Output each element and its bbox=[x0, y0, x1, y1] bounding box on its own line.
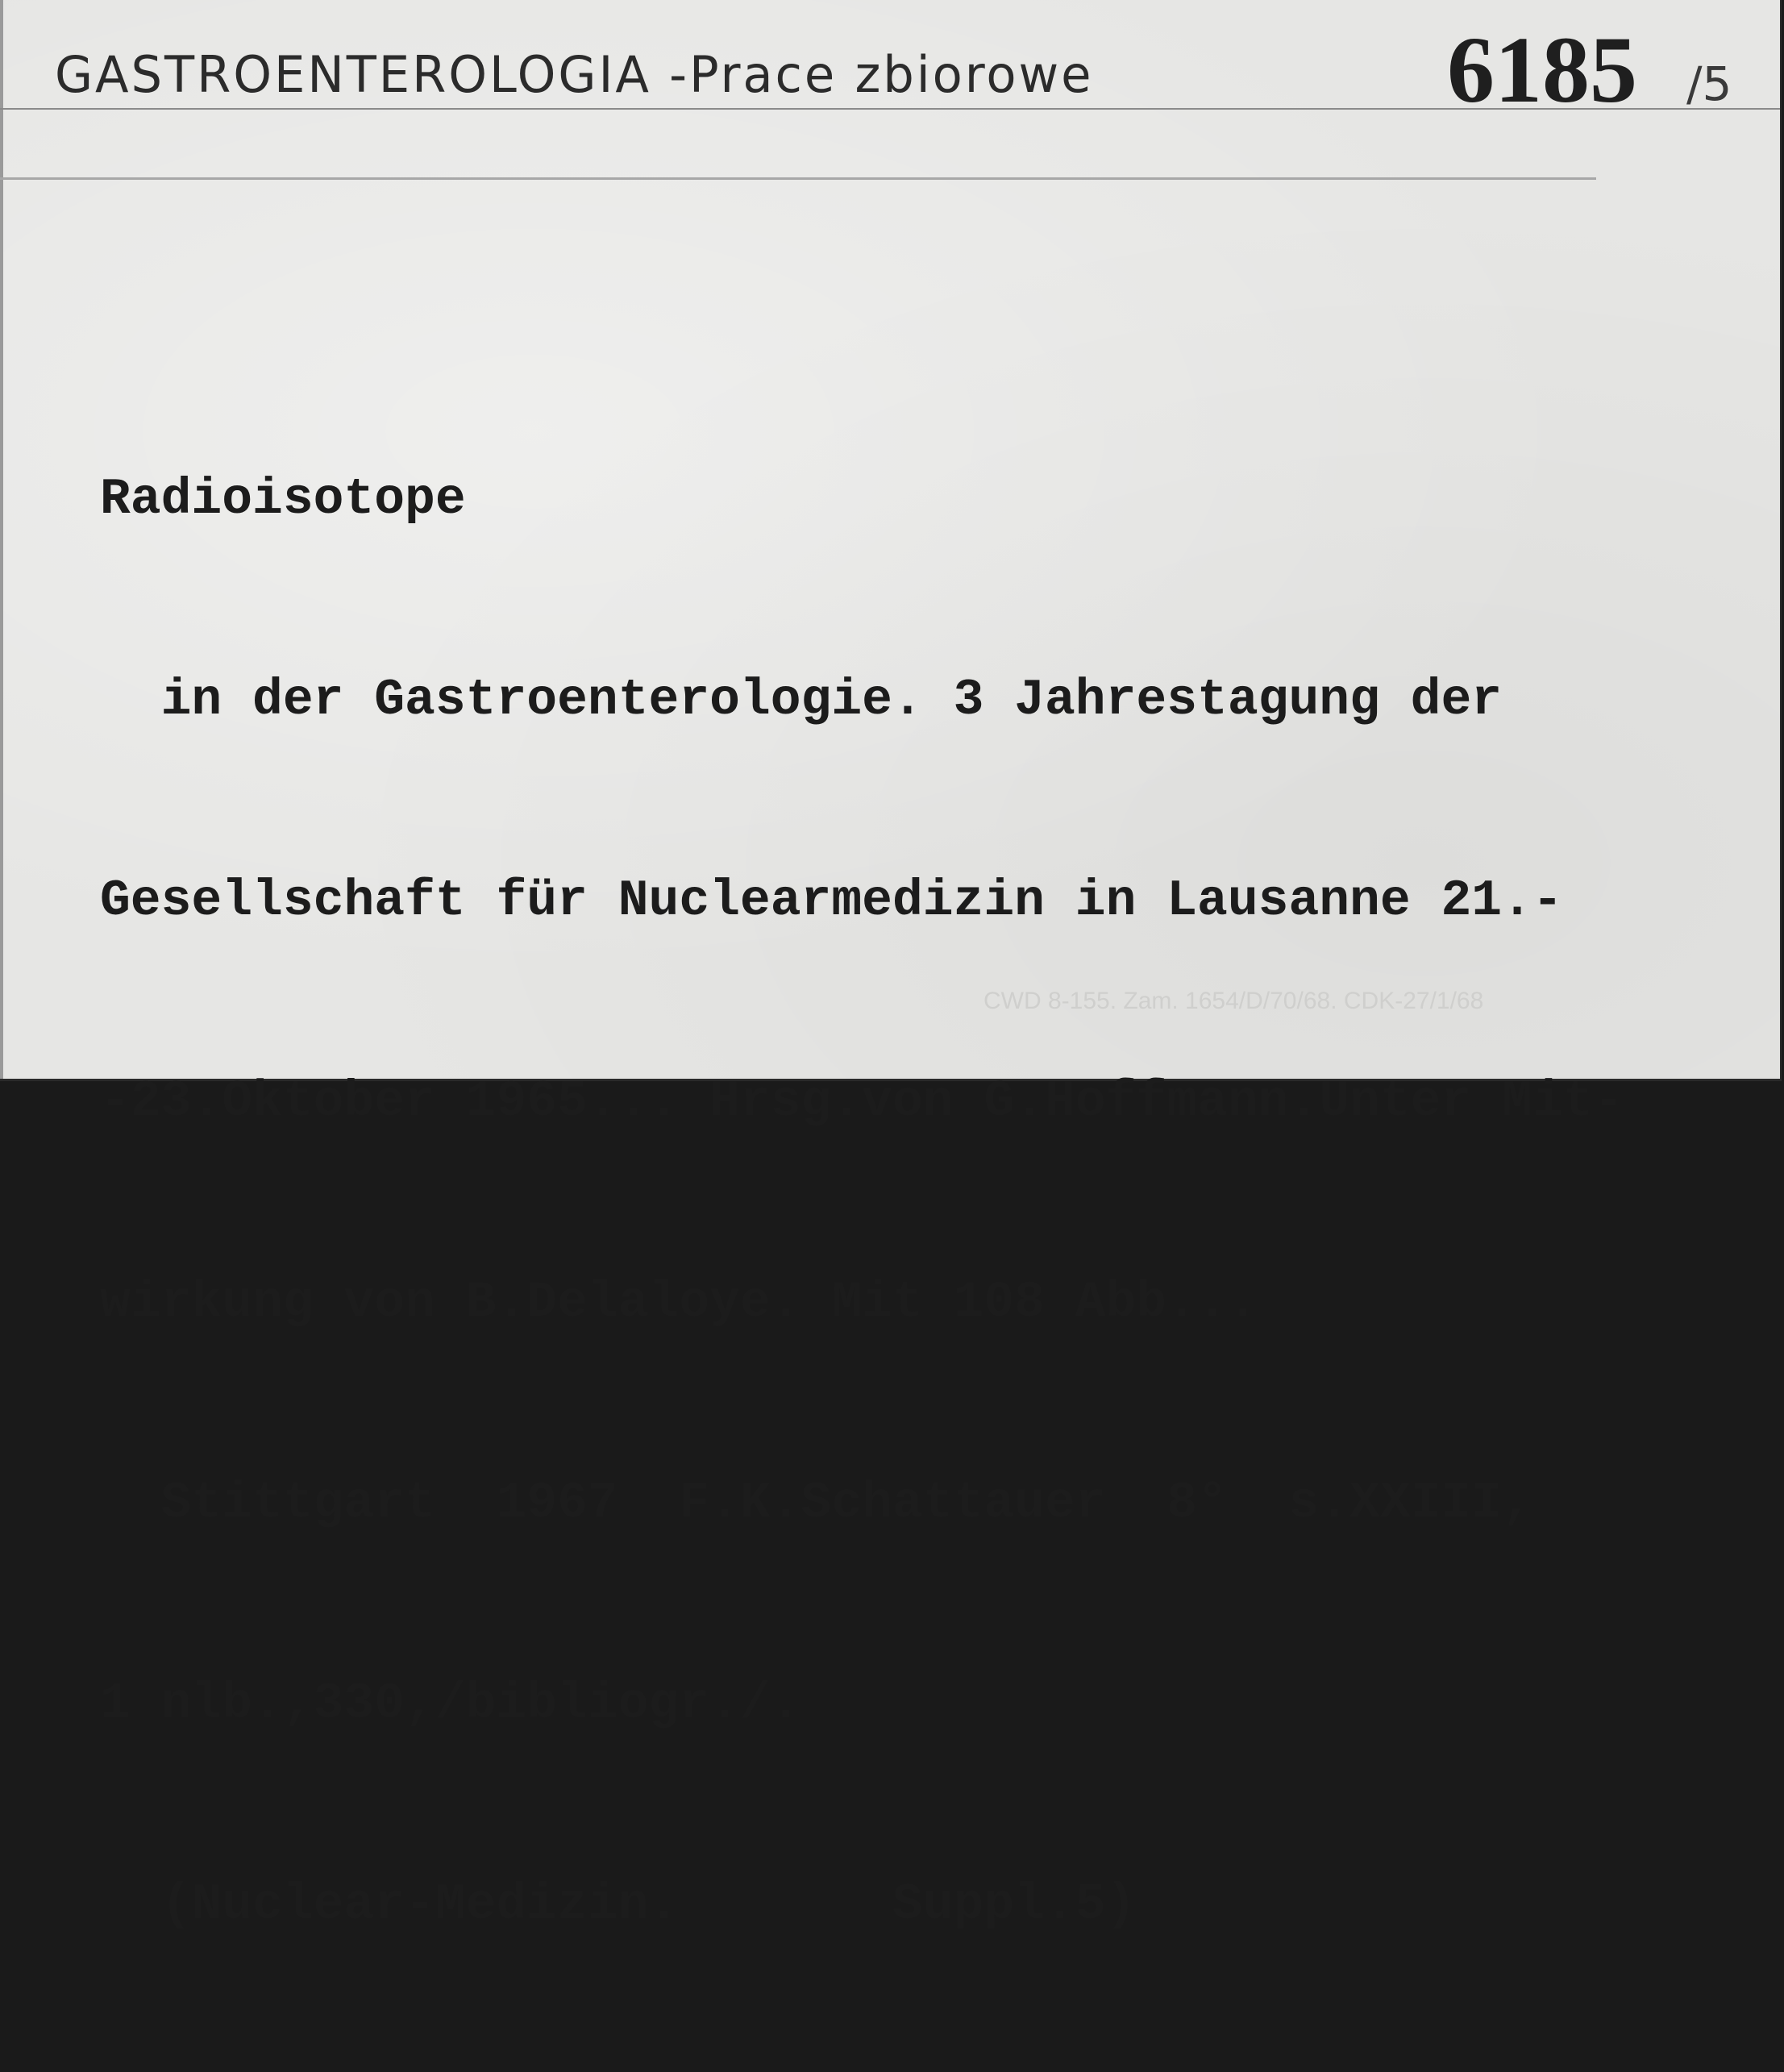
entry-line: -23.Oktober 1965... Hrsg.von G.Hoffmann.Unter Mit- bbox=[100, 1073, 1624, 1130]
entry-line: in der Gastroenterologie. 3 Jahrestagung der bbox=[100, 672, 1503, 729]
call-number-suffix: /5 bbox=[1686, 56, 1732, 111]
header-second-rule bbox=[0, 177, 1596, 180]
printer-stamp: CWD 8-155. Zam. 1654/D/70/68. CDK-27/1/68 bbox=[983, 988, 1484, 1014]
entry-line: Gesellschaft für Nuclearmedizin in Lausanne 21.- bbox=[100, 872, 1563, 930]
catalog-entry bbox=[100, 332, 1624, 2072]
entry-line: wirkung von B.Delaloye. Mit 108 Abb... bbox=[100, 1274, 1258, 1331]
entry-line-collation: 1 nlb.,330,/bibliogr./. bbox=[100, 1675, 801, 1733]
entry-line-title: Radioisotope bbox=[100, 471, 466, 528]
card-left-edge bbox=[0, 0, 3, 1079]
entry-line-imprint: Stittgart 1967 F.K.Schattauer 8° s.XXIII, bbox=[100, 1475, 1532, 1532]
subject-heading: GASTROENTEROLOGIA -Prace zbiorowe bbox=[55, 45, 1094, 104]
call-number: 6185 bbox=[1447, 17, 1637, 123]
entry-line-series: (Nuclear-Medizin. Suppl.5) bbox=[100, 1876, 1137, 1933]
